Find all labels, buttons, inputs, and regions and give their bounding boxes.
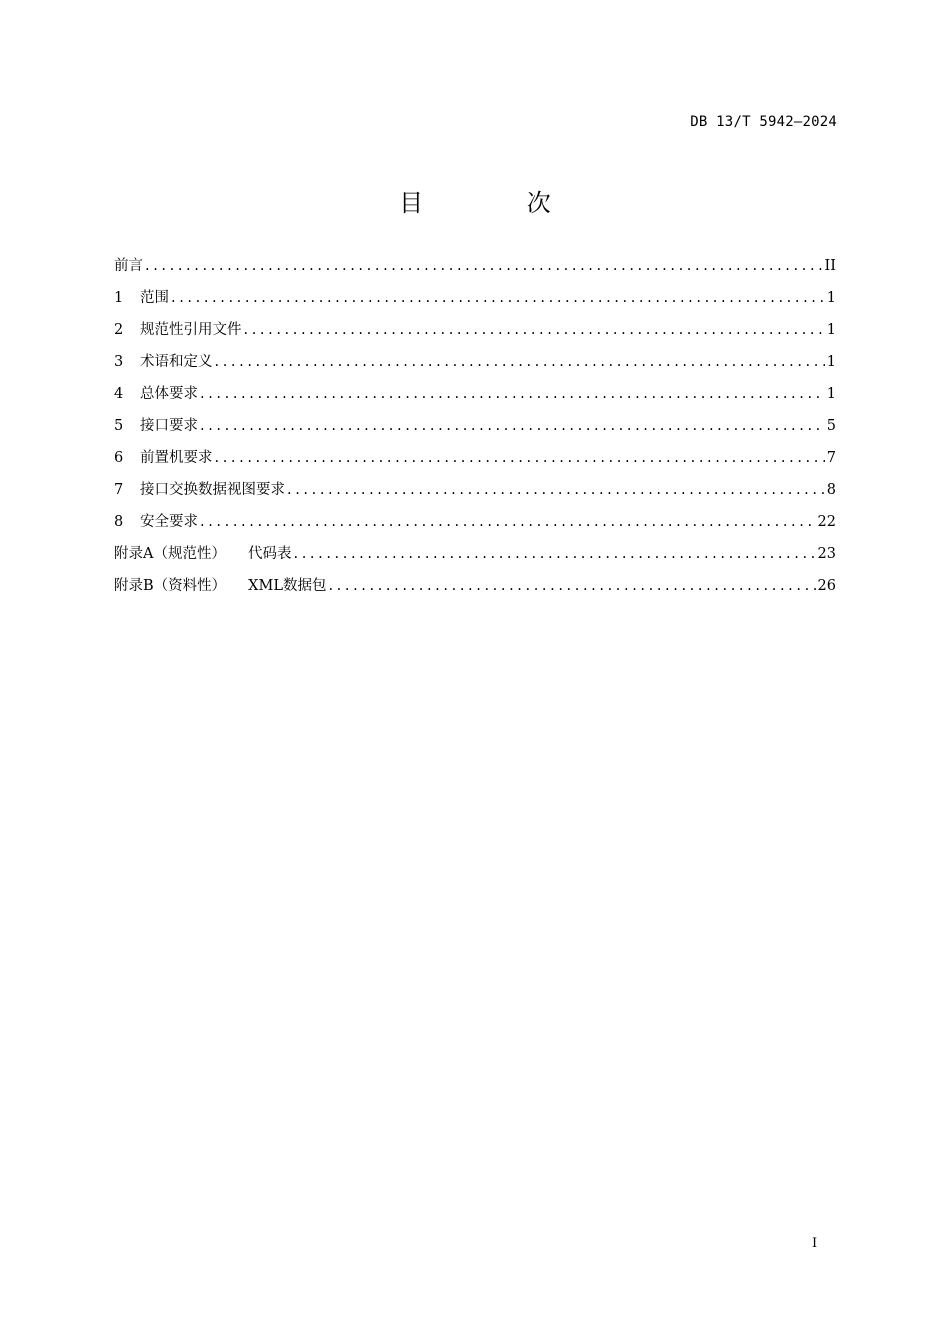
toc-entry-title: 接口交换数据视图要求 [140,482,285,498]
toc-leader-dots [200,386,825,402]
toc-section-number: 6 [114,450,124,466]
toc-entry-title: 范围 [140,290,169,306]
toc-entry-general-requirements[interactable] [114,382,836,414]
toc-leader-dots [200,514,816,530]
toc-entry-label [114,510,200,531]
toc-entry-title: XML数据包 [248,578,327,594]
toc-section-number: 3 [114,354,124,370]
toc-entry-label [114,350,215,371]
toc-entry-label [114,542,293,563]
toc-entry-label [114,414,200,435]
toc-leader-dots [328,578,815,594]
page-number: I [812,1236,818,1251]
toc-entry-label [114,478,287,499]
toc-leader-dots [287,482,825,498]
toc-section-number: 7 [114,482,124,498]
toc-entry-label [114,382,200,403]
toc-leader-dots [215,354,825,370]
document-id: DB 13/T 5942—2024 [690,114,837,130]
toc-entry-title: 总体要求 [140,386,198,402]
toc-page-number: 1 [826,322,836,338]
toc-entry-title: 前置机要求 [140,450,213,466]
toc-entry-front-end-processor[interactable] [114,446,836,478]
toc-leader-dots [244,322,825,338]
toc-leader-dots [171,290,825,306]
toc-entry-title: 安全要求 [140,514,198,530]
toc-entry-terms-definitions[interactable] [114,350,836,382]
toc-entry-title: 术语和定义 [140,354,213,370]
toc-entry-scope[interactable] [114,286,836,318]
toc-page-number: 22 [817,514,836,530]
page-title: 目 次 [399,189,599,217]
toc-entry-normative-references[interactable] [114,318,836,350]
toc-page-number: 1 [826,386,836,402]
toc-page-number: 23 [817,546,836,562]
toc-entry-security[interactable] [114,510,836,542]
toc-entry-title: 前言 [114,258,143,274]
toc-entry-title: 接口要求 [140,418,198,434]
toc-entry-label [114,574,328,595]
toc-entry-foreword[interactable] [114,254,836,286]
toc-page-number: 1 [826,354,836,370]
toc-appendix-number: 附录A（规范性） [114,546,226,562]
toc-page-number: 1 [826,290,836,306]
toc-section-number: 5 [114,418,124,434]
toc-entry-title: 代码表 [247,546,292,562]
toc-leader-dots [145,258,823,274]
toc-entry-title: 规范性引用文件 [140,322,242,338]
toc-page-number: 5 [826,418,836,434]
toc-page-number: 7 [826,450,836,466]
toc-page-number: 8 [826,482,836,498]
toc-entry-label [114,286,171,307]
toc-entry-appendix-b[interactable] [114,574,836,606]
toc-section-number: 1 [114,290,124,306]
toc-page-number: 26 [817,578,836,594]
toc-section-number: 8 [114,514,124,530]
toc-leader-dots [200,418,825,434]
toc-entry-label [114,254,145,275]
toc-entry-appendix-a[interactable] [114,542,836,574]
toc-entry-interface-requirements[interactable] [114,414,836,446]
table-of-contents [114,254,836,606]
toc-page-number: II [824,258,836,274]
toc-leader-dots [293,546,815,562]
toc-section-number: 4 [114,386,124,402]
toc-leader-dots [215,450,825,466]
toc-entry-label [114,318,244,339]
toc-entry-label [114,446,215,467]
toc-section-number: 2 [114,322,124,338]
toc-entry-data-view[interactable] [114,478,836,510]
toc-appendix-number: 附录B（资料性） [114,578,227,594]
